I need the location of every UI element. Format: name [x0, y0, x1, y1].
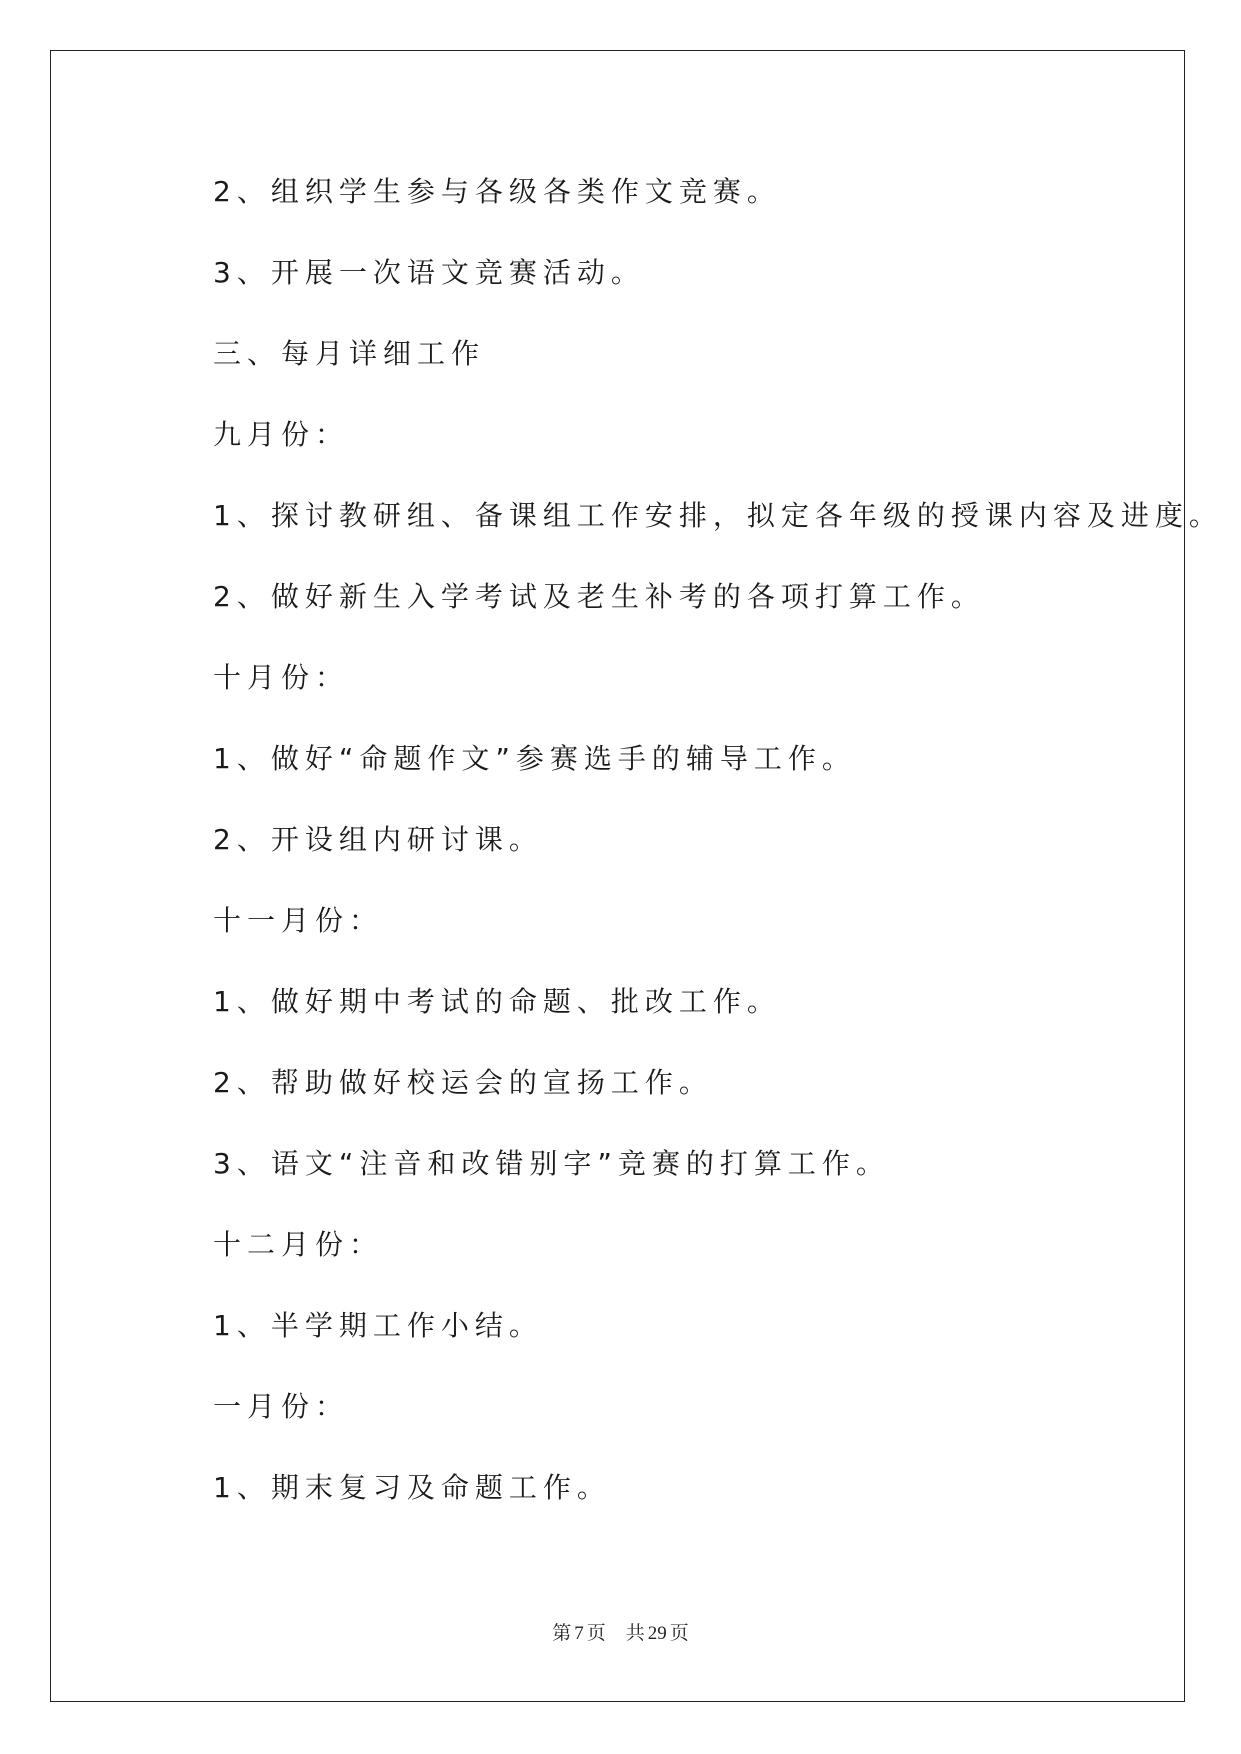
- text-line: 1、做好“命题作文”参赛选手的辅导工作。: [213, 742, 856, 775]
- month-heading: 十月份：: [213, 661, 350, 694]
- document-body: [213, 168, 1223, 1545]
- text-line: 2、开设组内研讨课。: [213, 823, 543, 856]
- month-heading: 十二月份：: [213, 1228, 384, 1261]
- text-line: 2、帮助做好校运会的宣扬工作。: [213, 1066, 713, 1099]
- text-line: 2、做好新生入学考试及老生补考的各项打算工作。: [213, 580, 985, 613]
- text-line: 1、探讨教研组、备课组工作安排，拟定各年级的授课内容及进度。: [213, 499, 1223, 532]
- month-heading: 一月份：: [213, 1390, 350, 1423]
- text-line: 3、语文“注音和改错别字”竞赛的打算工作。: [213, 1147, 890, 1180]
- page-prefix: 第: [552, 1622, 572, 1644]
- text-line: 1、半学期工作小结。: [213, 1309, 543, 1342]
- month-heading: 九月份：: [213, 418, 350, 451]
- total-page-count: 29: [647, 1623, 667, 1644]
- text-line: 3、开展一次语文竞赛活动。: [213, 256, 645, 289]
- text-line: 1、做好期中考试的命题、批改工作。: [213, 985, 781, 1018]
- text-line: 2、组织学生参与各级各类作文竞赛。: [213, 175, 781, 208]
- current-page-number: 7: [574, 1623, 584, 1644]
- total-prefix: 共: [625, 1622, 645, 1644]
- section-heading: 三、每月详细工作: [213, 337, 486, 370]
- total-suffix: 页: [669, 1622, 689, 1644]
- month-heading: 十一月份：: [213, 904, 384, 937]
- text-line: 1、期末复习及命题工作。: [213, 1471, 611, 1504]
- page-footer: [0, 1618, 1241, 1645]
- page-suffix: 页: [586, 1622, 606, 1644]
